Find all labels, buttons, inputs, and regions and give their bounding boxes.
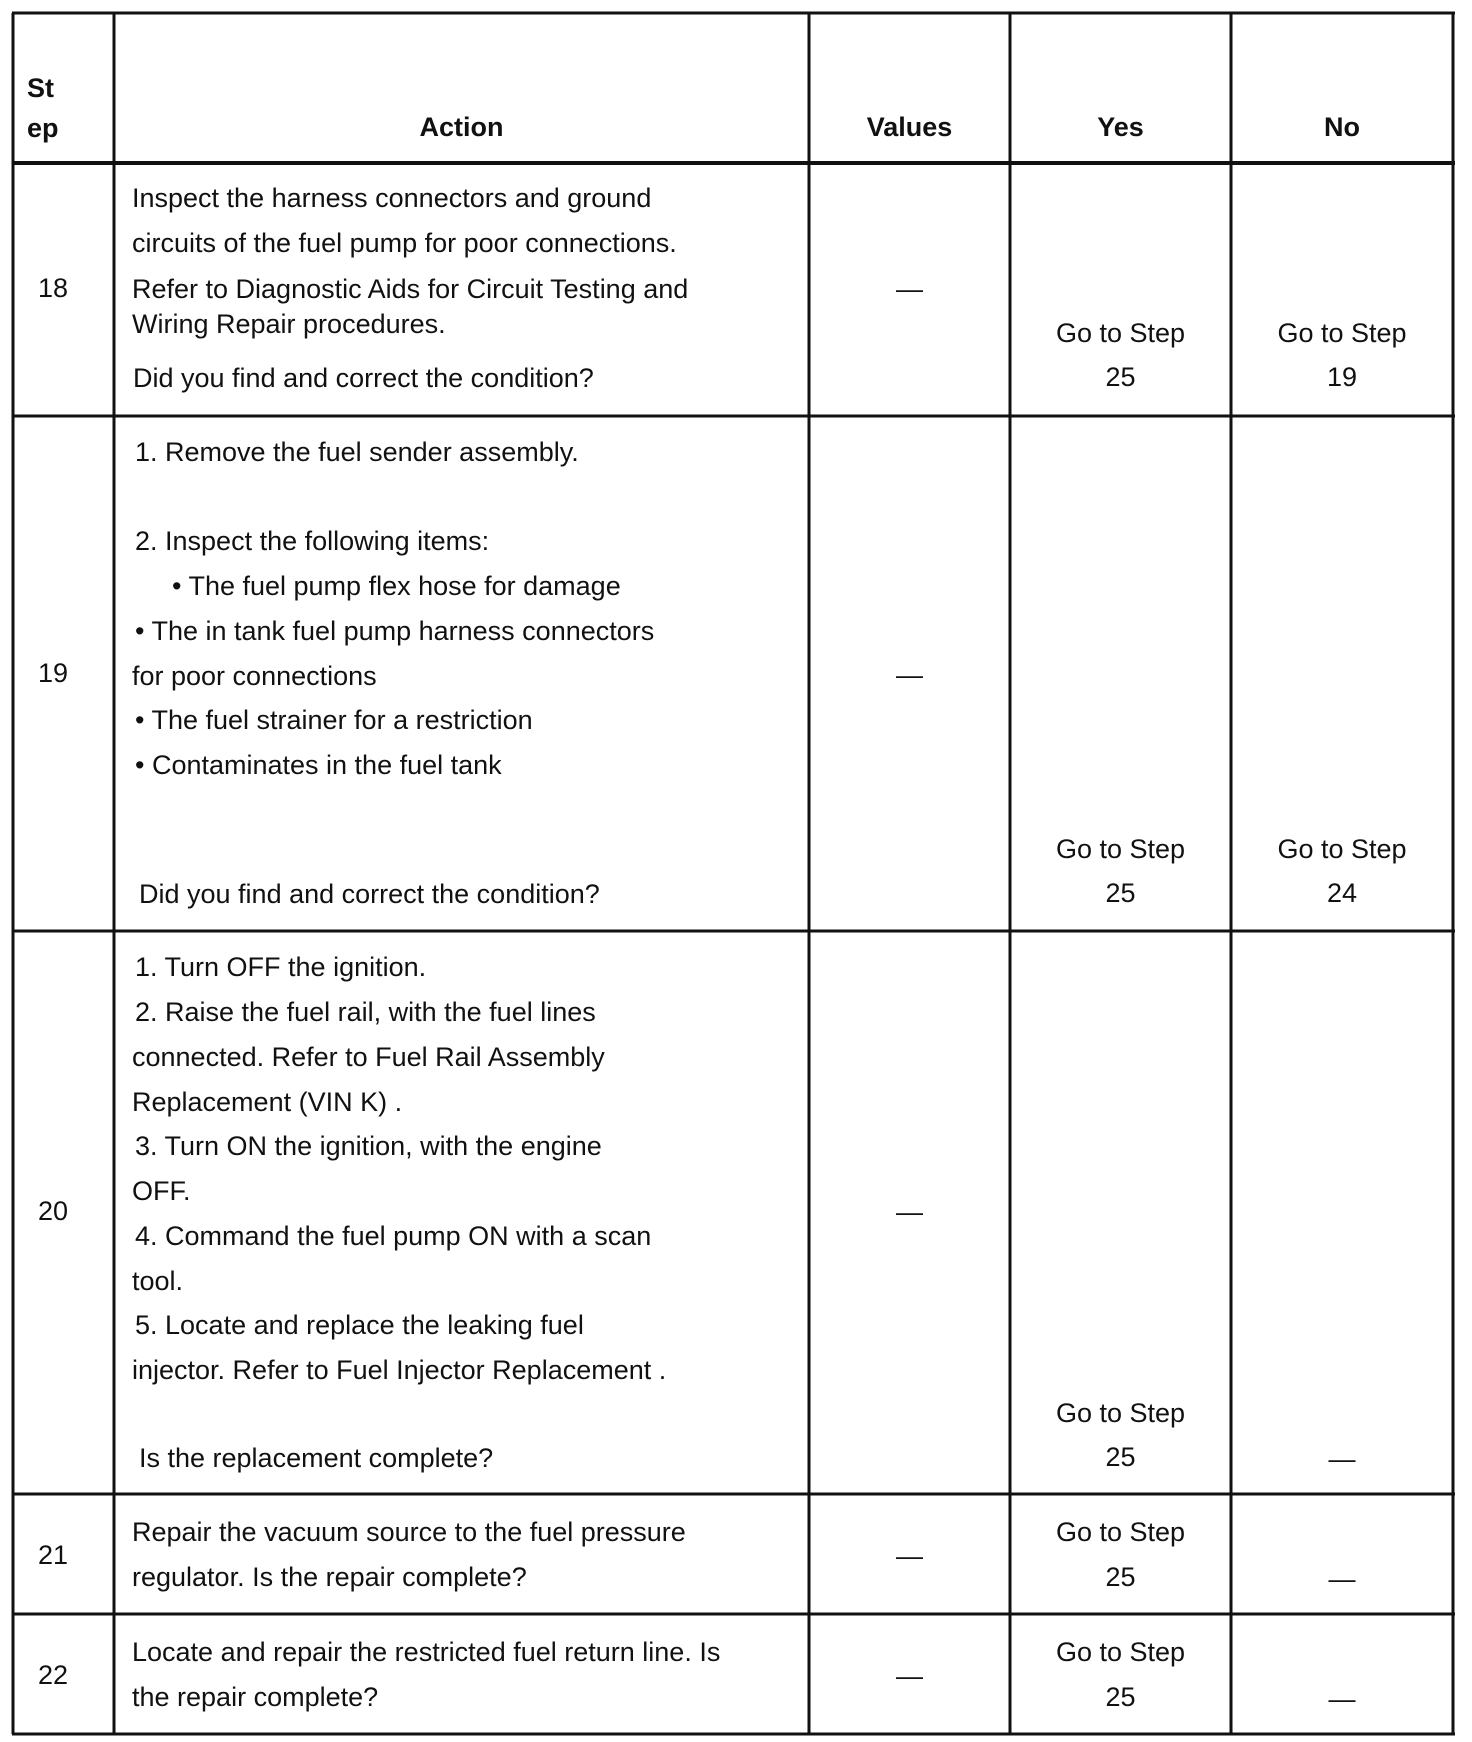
action-line: tool. (132, 1266, 184, 1296)
action-line: • The in tank fuel pump harness connectors (135, 616, 655, 646)
values-dash: — (896, 1541, 923, 1571)
action-line: 2. Inspect the following items: (135, 526, 490, 556)
action-line: Did you find and correct the condition? (139, 879, 600, 909)
values-dash: — (896, 1661, 923, 1691)
action-line: 1. Remove the fuel sender assembly. (135, 437, 579, 467)
yes-goto-label: Go to Step (1055, 834, 1186, 864)
step-number: 19 (38, 658, 69, 688)
values-dash: — (896, 660, 923, 690)
action-line: the repair complete? (132, 1682, 379, 1712)
no-goto-step: 19 (1326, 362, 1358, 392)
action-line: Locate and repair the restricted fuel return line. Is (132, 1637, 721, 1667)
action-line: 1. Turn OFF the ignition. (135, 952, 427, 982)
header-step-line1: St (27, 73, 54, 103)
yes-goto-label: Go to Step (1055, 1398, 1186, 1428)
action-line: connected. Refer to Fuel Rail Assembly (132, 1042, 605, 1072)
action-line: for poor connections (132, 661, 377, 691)
yes-goto-step: 25 (1105, 878, 1136, 908)
action-line: 5. Locate and replace the leaking fuel (135, 1310, 584, 1340)
action-line: • The fuel pump flex hose for damage (172, 571, 621, 601)
yes-goto-step: 25 (1105, 1562, 1136, 1592)
action-line: Wiring Repair procedures. (132, 309, 446, 339)
action-line: Repair the vacuum source to the fuel pressure (132, 1517, 686, 1547)
action-line: 2. Raise the fuel rail, with the fuel lines (135, 997, 596, 1027)
action-line: Did you find and correct the condition? (133, 363, 594, 393)
values-dash: — (896, 1197, 923, 1227)
action-line: injector. Refer to Fuel Injector Replacement . (132, 1355, 667, 1385)
action-line: • The fuel strainer for a restriction (135, 705, 533, 735)
no-dash: — (1328, 1684, 1356, 1714)
step-number: 18 (38, 273, 69, 303)
yes-goto-label: Go to Step (1055, 1517, 1186, 1547)
header-step-line2: ep (27, 113, 59, 143)
action-line: 4. Command the fuel pump ON with a scan (135, 1221, 652, 1251)
yes-goto-step: 25 (1105, 1682, 1136, 1712)
action-line: OFF. (132, 1176, 191, 1206)
yes-goto-step: 25 (1105, 362, 1136, 392)
header-action: Action (419, 112, 504, 142)
header-no: No (1324, 112, 1360, 142)
yes-goto-label: Go to Step (1055, 1637, 1186, 1667)
action-line: Replacement (VIN K) . (132, 1087, 403, 1117)
no-goto-step: 24 (1326, 878, 1358, 908)
step-number: 20 (38, 1196, 69, 1226)
no-goto-label: Go to Step (1277, 834, 1407, 864)
yes-goto-label: Go to Step (1055, 318, 1186, 348)
action-line: circuits of the fuel pump for poor connections. (132, 228, 677, 258)
action-line: Refer to Diagnostic Aids for Circuit Testing and (132, 274, 689, 304)
step-number: 22 (38, 1660, 69, 1690)
no-dash: — (1328, 1444, 1356, 1474)
action-line: 3. Turn ON the ignition, with the engine (135, 1131, 602, 1161)
step-number: 21 (38, 1540, 69, 1570)
values-dash: — (896, 274, 923, 304)
action-line: Inspect the harness connectors and ground (132, 183, 652, 213)
header-values: Values (866, 112, 953, 142)
no-goto-label: Go to Step (1277, 318, 1407, 348)
yes-goto-step: 25 (1105, 1442, 1136, 1472)
action-line: Is the replacement complete? (139, 1443, 494, 1473)
no-dash: — (1328, 1564, 1356, 1594)
action-line: • Contaminates in the fuel tank (135, 750, 502, 780)
action-line: regulator. Is the repair complete? (132, 1562, 527, 1592)
header-yes: Yes (1097, 112, 1144, 142)
